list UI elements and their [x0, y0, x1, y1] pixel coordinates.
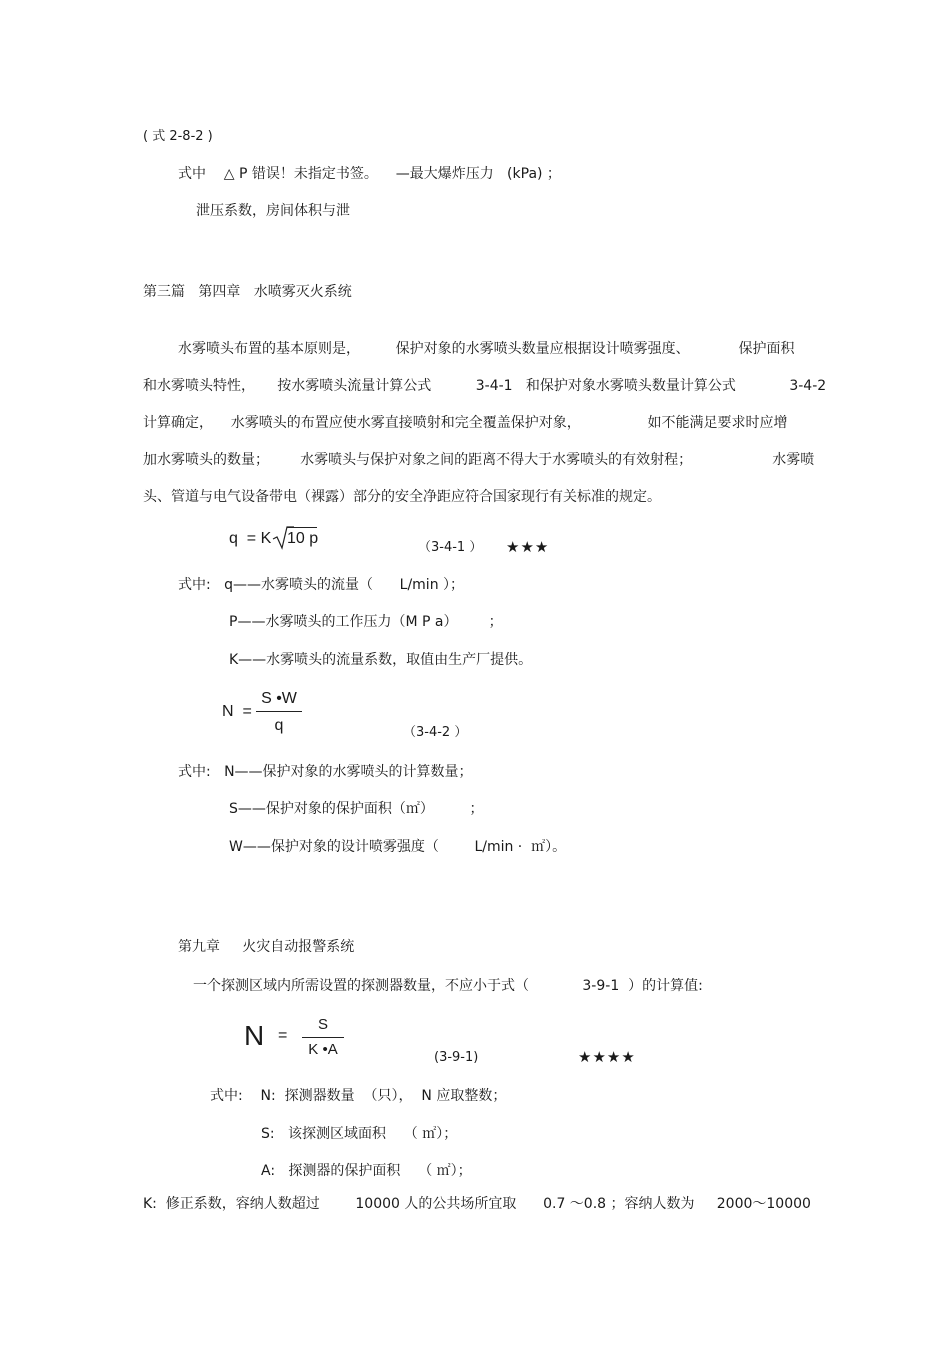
paragraph-line: 头、管道与电气设备带电（裸露）部分的安全净距应符合国家现行有关标准的规定。 [143, 489, 661, 505]
paragraph-line: 计算确定， 水雾喷头的布置应使水雾直接喷射和完全覆盖保护对象， 如不能满足要求时应增 [143, 415, 788, 431]
paragraph-line: 一个探测区域内所需设置的探测器数量，不应小于式（ 3-9-1 ）的计算值: [193, 978, 703, 994]
definition-line: K: 修正系数，容纳人数超过 10000 人的公共场所宜取 0.7 ～0.8 ；容纳人数为 2000～10000 [143, 1196, 811, 1212]
paragraph-line: 和水雾喷头特性， 按水雾喷头流量计算公式 3-4-1 和保护对象水雾喷头数量计算公式 3-4-2 [143, 378, 827, 394]
formula-reference: ( 式 2-8-2 ) [143, 129, 213, 144]
fraction-numerator: S [317, 1016, 328, 1033]
equation-equals: = [278, 1027, 288, 1044]
paragraph-line: 水雾喷头布置的基本原则是， 保护对象的水雾喷头数量应根据设计喷雾强度、 保护面积 [178, 341, 795, 357]
definition-line: 式中: q——水雾喷头的流量（ L/min ）； [178, 577, 465, 593]
equation-radicand: 10 p [287, 530, 319, 547]
definition-line: S——保护对象的保护面积（㎡） ； [229, 801, 484, 817]
definition-line: 式中: N——保护对象的水雾喷头的计算数量； [178, 764, 473, 780]
fraction-bar [256, 711, 302, 712]
fraction-denominator: K •A [308, 1041, 338, 1058]
radical-overline [287, 527, 317, 528]
section-heading: 第三篇 第四章 水喷雾灭火系统 [143, 284, 352, 300]
definition-line: 式中: N: 探测器数量 （只）， N 应取整数； [210, 1088, 507, 1104]
equation-number: （3-4-2 ） [403, 725, 468, 740]
definition-line: A: 探测器的保护面积 （ ㎡）； [261, 1163, 472, 1179]
fraction-bar [302, 1037, 344, 1038]
definition-line: 式中 △ P 错误！未指定书签。 —最大爆炸压力 (kPa) ； [178, 166, 561, 182]
difficulty-stars: ★★★ [506, 538, 550, 556]
definition-line: S: 该探测区域面积 （ ㎡）； [261, 1126, 458, 1142]
section-heading: 第九章 火灾自动报警系统 [178, 939, 355, 955]
equation-lhs: N [244, 1020, 265, 1051]
fraction-numerator: S •W [261, 690, 297, 707]
definition-line: K——水雾喷头的流量系数，取值由生产厂提供。 [229, 652, 533, 668]
fraction-denominator: q [274, 717, 284, 734]
definition-line: P——水雾喷头的工作压力（M P a） ； [229, 614, 503, 630]
difficulty-stars: ★★★★ [578, 1048, 636, 1066]
equation-number: （3-4-1 ） [418, 540, 483, 555]
equation-number: (3-9-1) [434, 1050, 479, 1065]
definition-line: 泄压系数，房间体积与泄 [196, 203, 350, 219]
paragraph-line: 加水雾喷头的数量； 水雾喷头与保护对象之间的距离不得大于水雾喷头的有效射程； 水雾喷 [143, 452, 815, 468]
definition-line: W——保护对象的设计喷雾强度（ L/min · ㎡）。 [229, 839, 567, 855]
equation-lhs: q = K [229, 530, 272, 547]
equation-lhs: N = [222, 703, 252, 720]
